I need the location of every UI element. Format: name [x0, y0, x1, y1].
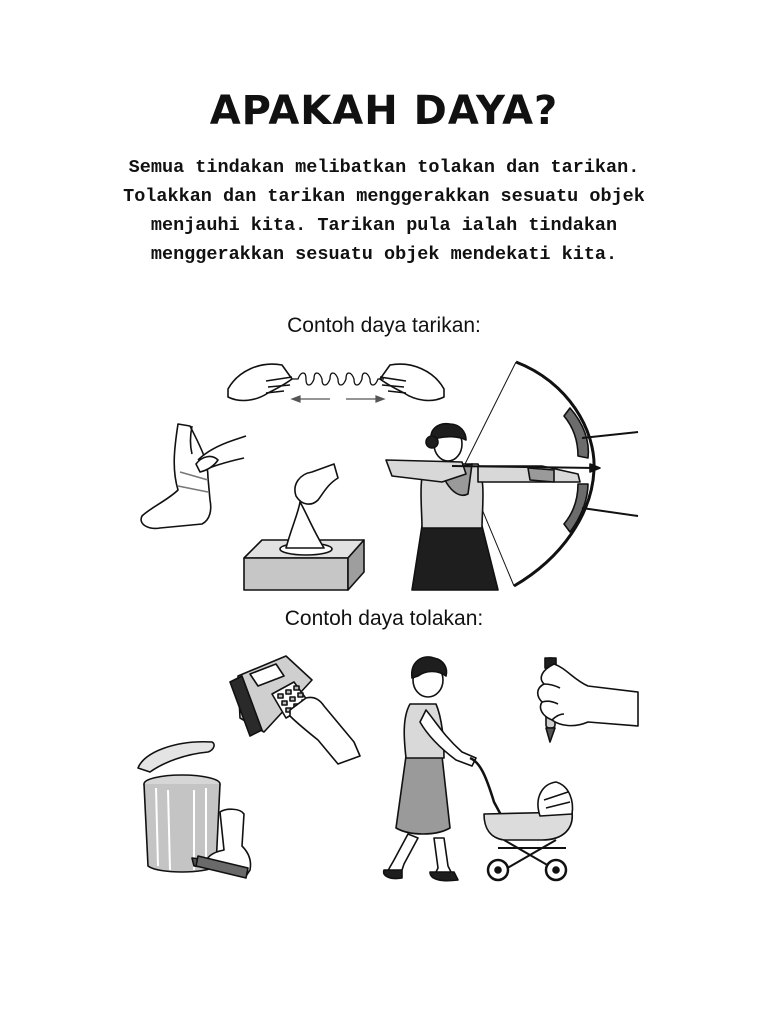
page-title: APAKAH DAYA? — [209, 88, 559, 134]
intro-paragraph: Semua tindakan melibatkan tolakan dan tarikan. Tolakkan dan tarikan menggerakkan sesuatu objek menjauhi kita. Tarikan pula ialah tindakan menggerakkan sesuatu objek mendekati kita. — [123, 157, 645, 265]
pull-section-label: Contoh daya tarikan: — [287, 314, 481, 337]
push-section-label: Contoh daya tolakan: — [284, 607, 484, 630]
tissue-box-icon — [242, 462, 366, 592]
sock-pull-icon — [138, 420, 248, 535]
pen-click-icon — [530, 654, 640, 746]
archer-bow-icon — [382, 358, 642, 590]
pedal-bin-icon — [136, 738, 266, 880]
